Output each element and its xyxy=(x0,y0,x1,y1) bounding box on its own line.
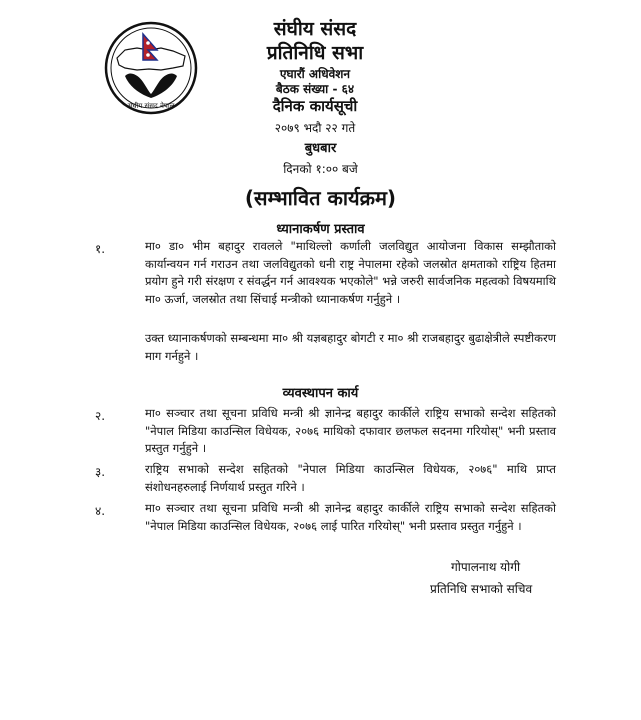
agenda-item-text: राष्ट्रिय सभाको सन्देश सहितको "नेपाल मिडिया काउन्सिल विधेयक, २०७६" माथि प्राप्त संशोधनहरुलाई निर्णयार्थ प्रस्तुत गरिने । xyxy=(145,462,556,494)
document-header xyxy=(215,18,415,138)
header-title-line1: संघीय संसद xyxy=(273,18,357,40)
parliament-emblem-icon xyxy=(103,20,199,116)
agenda-item-text: मा० सञ्चार तथा सूचना प्रविधि मन्त्री श्री ज्ञानेन्द्र बहादुर कार्कीले राष्ट्रिय सभाको सन्देश सहितको "नेपाल मिडिया काउन्सिल विधेयक, २०७६ लाई पारित गरियोस्" भनी प्रस्ताव प्रस्तुत गर्नुहुने । xyxy=(145,501,556,533)
agenda-item-note: उक्त ध्यानाकर्षणको सम्बन्धमा मा० श्री यज्ञबहादुर बोगटी र मा० श्री राजबहादुर बुढाक्षेत्रीले स्पष्टीकरण माग गर्नहुने । xyxy=(145,331,556,363)
document-date: २०७९ भदौ २२ गते xyxy=(274,121,356,135)
meeting-time: दिनको १:०० बजे xyxy=(283,162,358,176)
day-label: बुधबार xyxy=(304,141,337,156)
logo-caption: संघीय संसद नेपाल xyxy=(127,102,175,110)
header-title-line2: प्रतिनिधि सभा xyxy=(266,42,364,64)
parliament-logo xyxy=(103,20,199,116)
session-label: एघारौं अधिवेशन xyxy=(279,67,351,81)
signatory-designation: प्रतिनिधि सभाको सचिव xyxy=(430,582,533,596)
signatory-name: गोपालनाथ योगी xyxy=(451,560,521,574)
item-number: १. xyxy=(95,242,106,256)
item-number: ४. xyxy=(95,504,106,518)
agenda-item-text: मा० डा० भीम बहादुर रावलले "माथिल्लो कर्णाली जलविद्युत आयोजना विकास सम्झौताको कार्यान्वयन गर्न गराउन तथा जलविद्युतको धनी राष्ट्र नेपालमा रहेको जलस्रोत क्षमताको राष्ट्रिय हितमा प्रयोग हुने गरी संरक्षण र संवर्द्धन गर्न आवश्यक भएकोले" भन्ने जरुरी सार्वजनिक महत्वको विषयमाथि मा० ऊर्जा, जलस्रोत तथा सिंचाई मन्त्रीको ध्यानाकर्षण गर्नुहुने । xyxy=(145,239,556,306)
meeting-number: बैठक संख्या - ६४ xyxy=(275,82,355,96)
section2-title: व्यवस्थापन कार्य xyxy=(282,386,359,401)
agenda-title: दैनिक कार्यसूची xyxy=(272,97,358,115)
section1-title: ध्यानाकर्षण प्रस्ताव xyxy=(276,222,365,237)
item-number: ३. xyxy=(95,465,106,479)
program-title: (सम्भावित कार्यक्रम) xyxy=(244,186,397,210)
agenda-item-text: मा० सञ्चार तथा सूचना प्रविधि मन्त्री श्री ज्ञानेन्द्र बहादुर कार्कीले राष्ट्रिय सभाको सन्देश सहितको "नेपाल मिडिया काउन्सिल विधेयक, २०७६ माथिको दफावार छलफल सदनमा गरियोस्" भनी प्रस्ताव प्रस्तुत गर्नुहुने । xyxy=(145,406,556,455)
item-number: २. xyxy=(95,409,106,423)
